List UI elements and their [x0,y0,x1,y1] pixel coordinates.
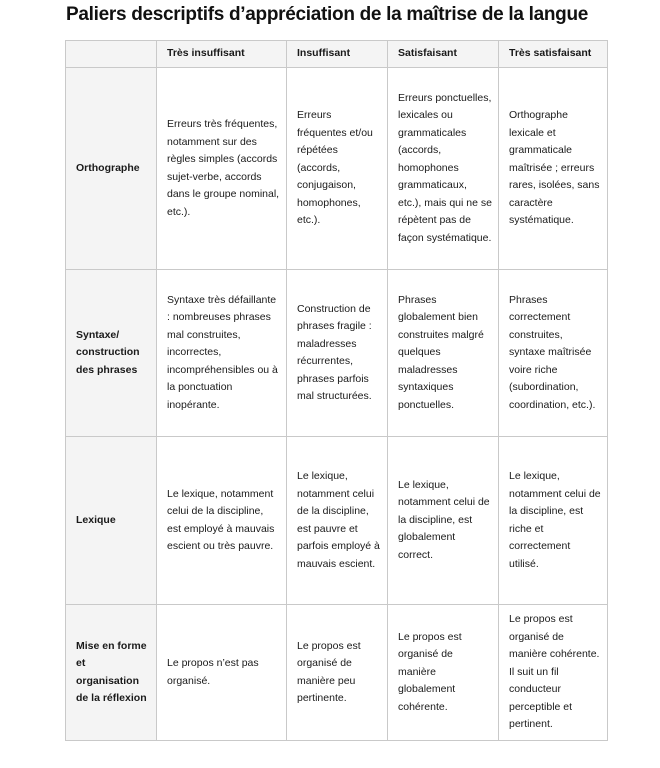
table-cell: Le propos n’est pas organisé. [157,605,287,741]
table-cell: Erreurs ponctuelles, lexicales ou grammaticales (accords, homophones grammaticaux, etc.), mais qui ne se répètent pas de façon systématique. [388,68,499,270]
row-header-lexique: Lexique [66,437,157,605]
table-row-orthographe [66,68,608,270]
table-cell: Le propos est organisé de manière globalement cohérente. [388,605,499,741]
table-row-mise-en-forme [66,605,608,741]
table-cell: Le lexique, notamment celui de la discipline, est employé à mauvais escient ou très pauvre. [157,437,287,605]
table-cell: Orthographe lexicale et grammaticale maîtrisée ; erreurs rares, isolées, sans caractère systématique. [499,68,608,270]
column-header-satisfaisant: Satisfaisant [388,41,499,68]
table-cell: Erreurs très fréquentes, notamment sur des règles simples (accords sujet-verbe, accords dans le groupe nominal, etc.). [157,68,287,270]
table-cell: Le lexique, notamment celui de la discipline, est riche et correctement utilisé. [499,437,608,605]
table-cell: Erreurs fréquentes et/ou répétées (accords, conjugaison, homophones, etc.). [287,68,388,270]
table-cell: Construction de phrases fragile : maladresses récurrentes, phrases parfois mal structurées. [287,270,388,437]
table-cell: Phrases correctement construites, syntaxe maîtrisée voire riche (subordination, coordination, etc.). [499,270,608,437]
table-cell: Le lexique, notamment celui de la discipline, est globalement correct. [388,437,499,605]
page-title: Paliers descriptifs d’appréciation de la maîtrise de la langue [66,4,589,25]
table-cell: Phrases globalement bien construites malgré quelques maladresses syntaxiques ponctuelles. [388,270,499,437]
row-header-syntaxe: Syntaxe/ construction des phrases [66,270,157,437]
table-row-syntaxe [66,270,608,437]
corner-header-cell [66,41,157,68]
table-header-row [66,41,608,68]
row-header-orthographe: Orthographe [66,68,157,270]
column-header-tres-satisfaisant: Très satisfaisant [499,41,608,68]
column-header-tres-insuffisant: Très insuffisant [157,41,287,68]
table-cell: Le propos est organisé de manière cohérente. Il suit un fil conducteur perceptible et pertinent. [499,605,608,741]
row-header-mise-en-forme: Mise en forme et organisation de la réflexion [66,605,157,741]
table-cell: Le propos est organisé de manière peu pertinente. [287,605,388,741]
table-cell: Le lexique, notamment celui de la discipline, est pauvre et parfois employé à mauvais escient. [287,437,388,605]
assessment-table [65,40,608,741]
column-header-insuffisant: Insuffisant [287,41,388,68]
table-row-lexique [66,437,608,605]
table-cell: Syntaxe très défaillante : nombreuses phrases mal construites, incorrectes, incompréhensibles ou à la ponctuation inopérante. [157,270,287,437]
